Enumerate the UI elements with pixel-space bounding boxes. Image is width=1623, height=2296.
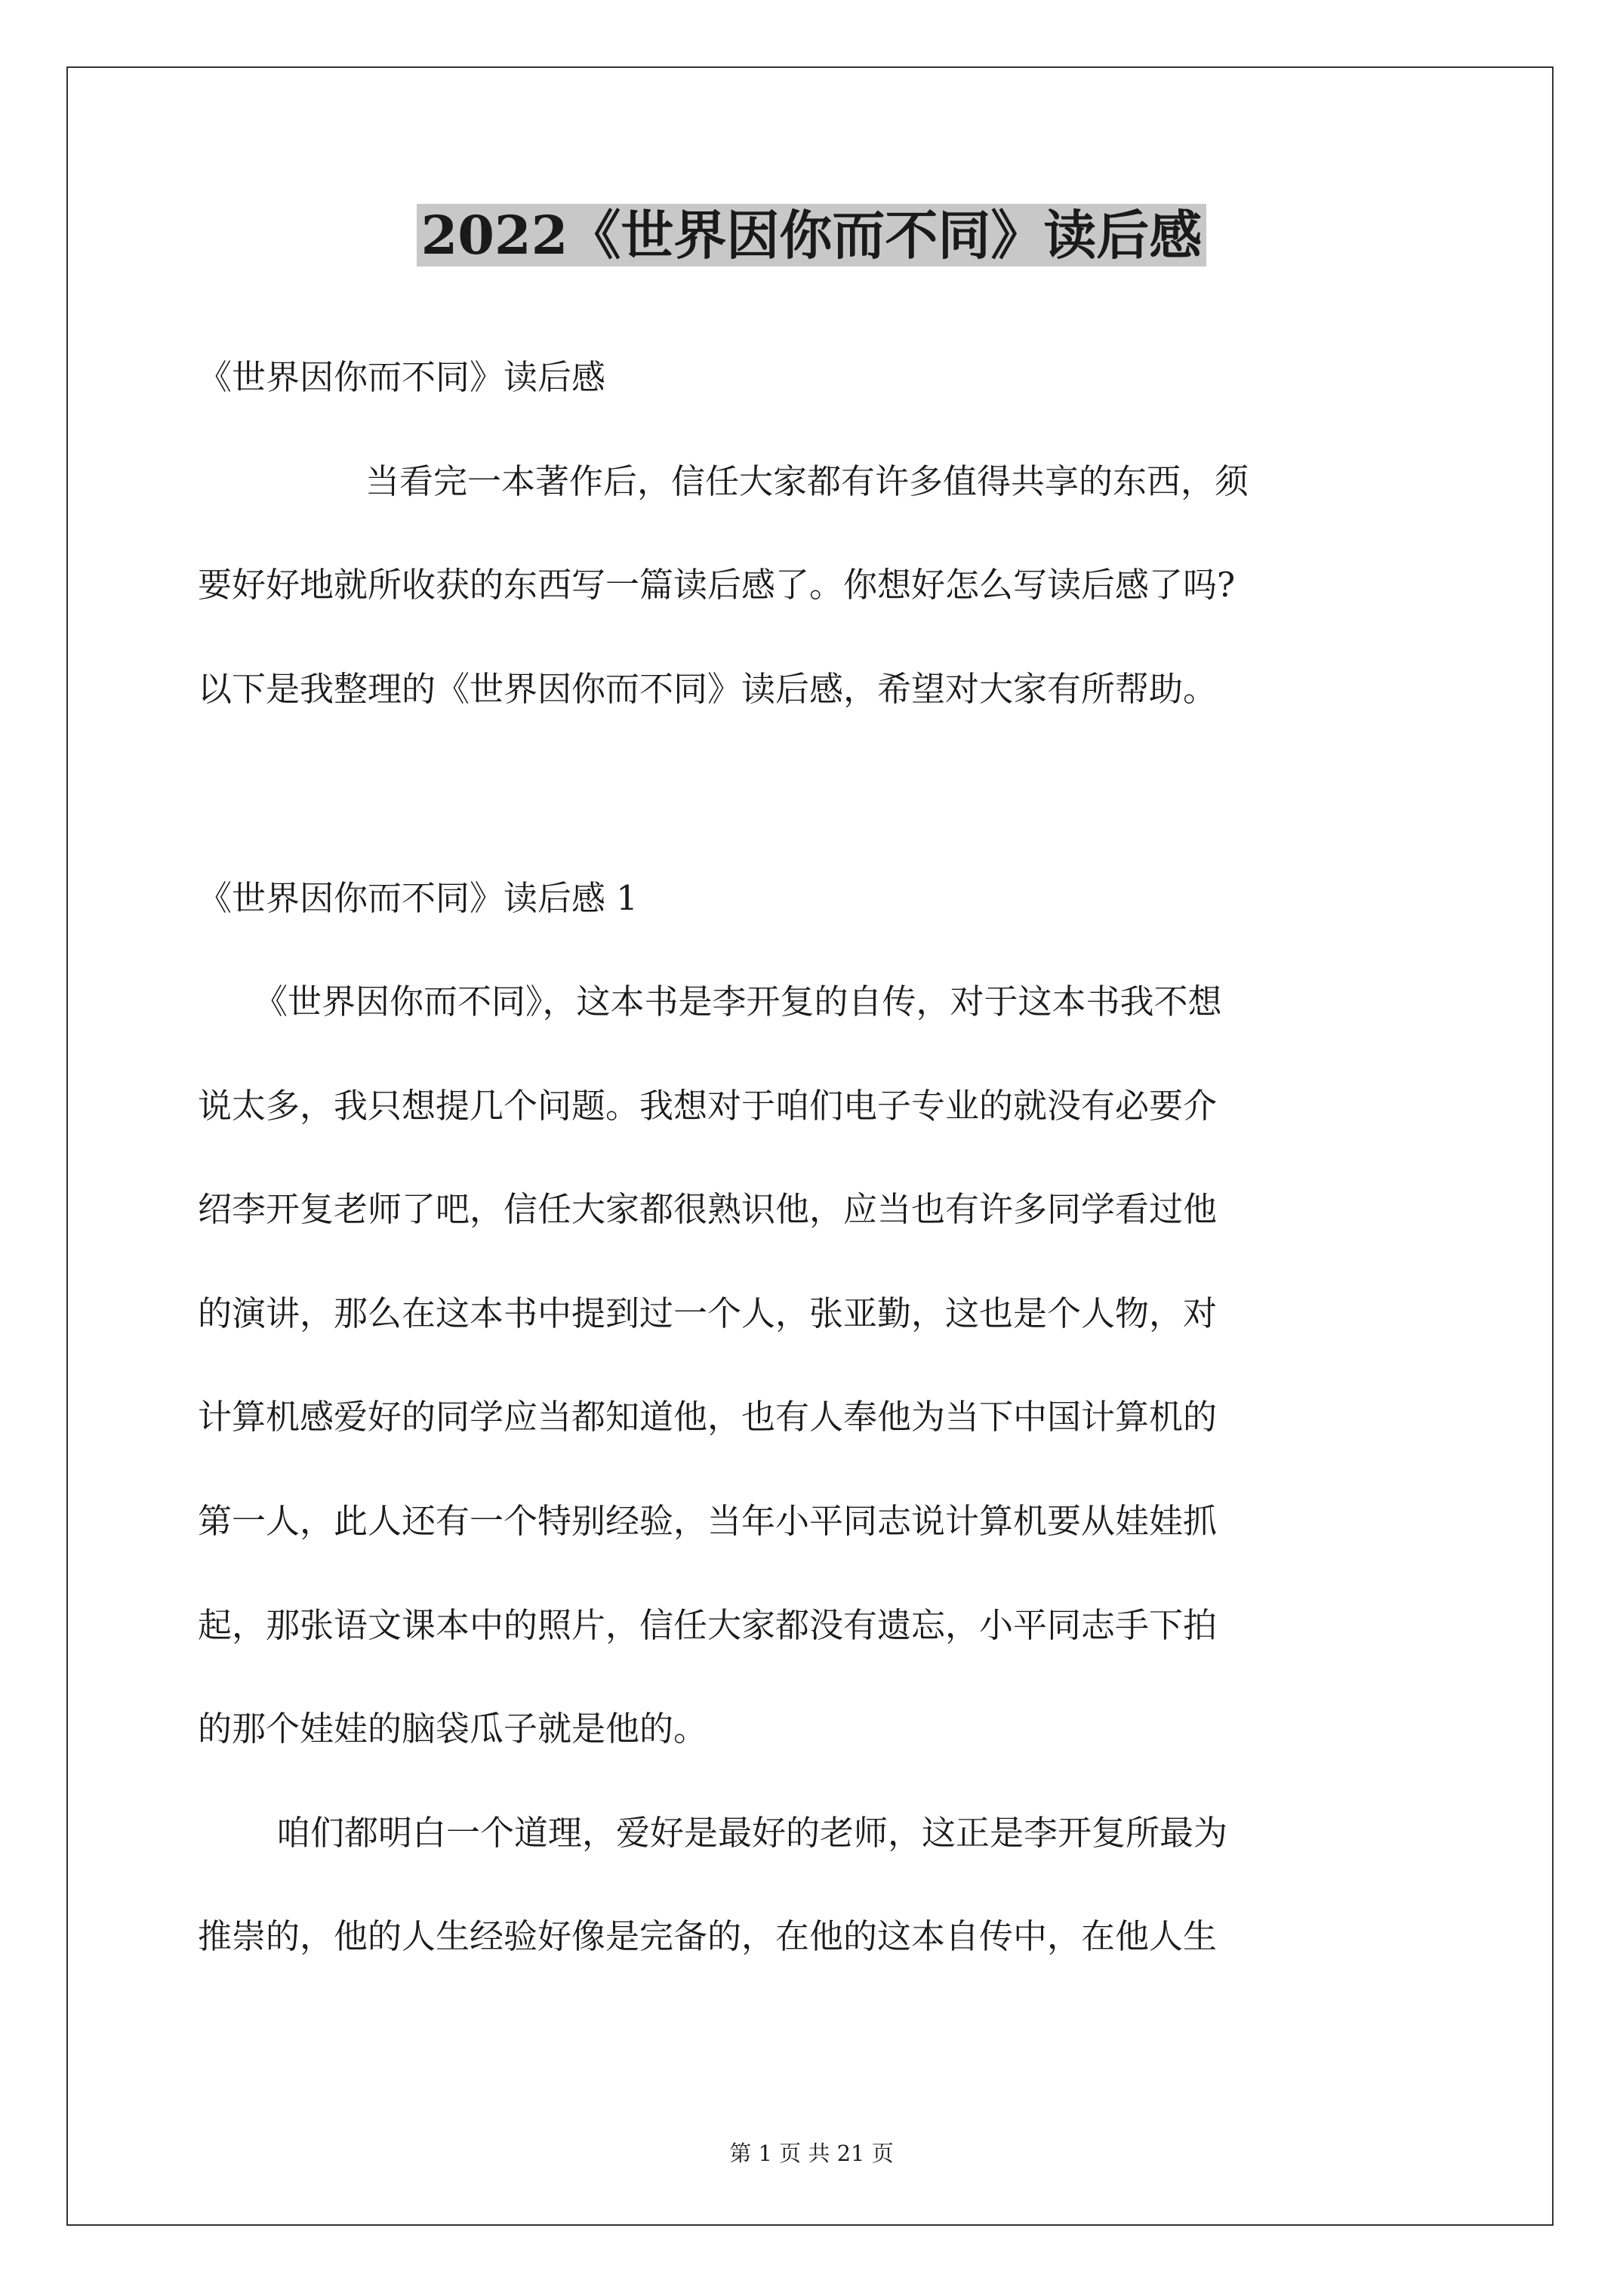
para2-line-1: 咱们都明白一个道理，爱好是最好的老师，这正是李开复所最为	[276, 1813, 1228, 1853]
para1-line-3: 绍李开复老师了吧，信任大家都很熟识他，应当也有许多同学看过他	[198, 1189, 1218, 1229]
para1-line-6: 第一人，此人还有一个特别经验，当年小平同志说计算机要从娃娃抓	[198, 1501, 1218, 1541]
para1-line-1: 《世界因你而不同》，这本书是李开复的自传，对于这本书我不想	[254, 982, 1222, 1022]
subtitle-part-1: 《世界因你而不同》读后感 1	[198, 878, 638, 918]
para2-line-2: 推崇的，他的人生经验好像是完备的，在他的这本自传中，在他人生	[198, 1916, 1218, 1956]
subtitle-section-heading: 《世界因你而不同》读后感	[198, 357, 606, 397]
document-title	[0, 198, 1623, 273]
page-footer: 第 1 页 共 21 页	[729, 2140, 894, 2166]
para1-line-2: 说太多，我只想提几个问题。我想对于咱们电子专业的就没有必要介	[198, 1086, 1218, 1126]
para1-line-5: 计算机感爱好的同学应当都知道他，也有人奉他为当下中国计算机的	[198, 1397, 1218, 1437]
intro-line-2: 要好好地就所收获的东西写一篇读后感了。你想好怎么写读后感了吗?	[198, 565, 1236, 605]
intro-line-1: 当看完一本著作后，信任大家都有许多值得共享的东西，须	[365, 461, 1249, 501]
para1-line-7: 起，那张语文课本中的照片，信任大家都没有遗忘，小平同志手下拍	[198, 1605, 1218, 1645]
intro-line-3: 以下是我整理的《世界因你而不同》读后感，希望对大家有所帮助。	[198, 669, 1218, 709]
para1-line-8: 的那个娃娃的脑袋瓜子就是他的。	[198, 1709, 708, 1749]
title-highlight: 2022《世界因你而不同》读后感	[417, 204, 1207, 267]
para1-line-4: 的演讲，那么在这本书中提到过一个人，张亚勤，这也是个人物，对	[198, 1293, 1218, 1333]
